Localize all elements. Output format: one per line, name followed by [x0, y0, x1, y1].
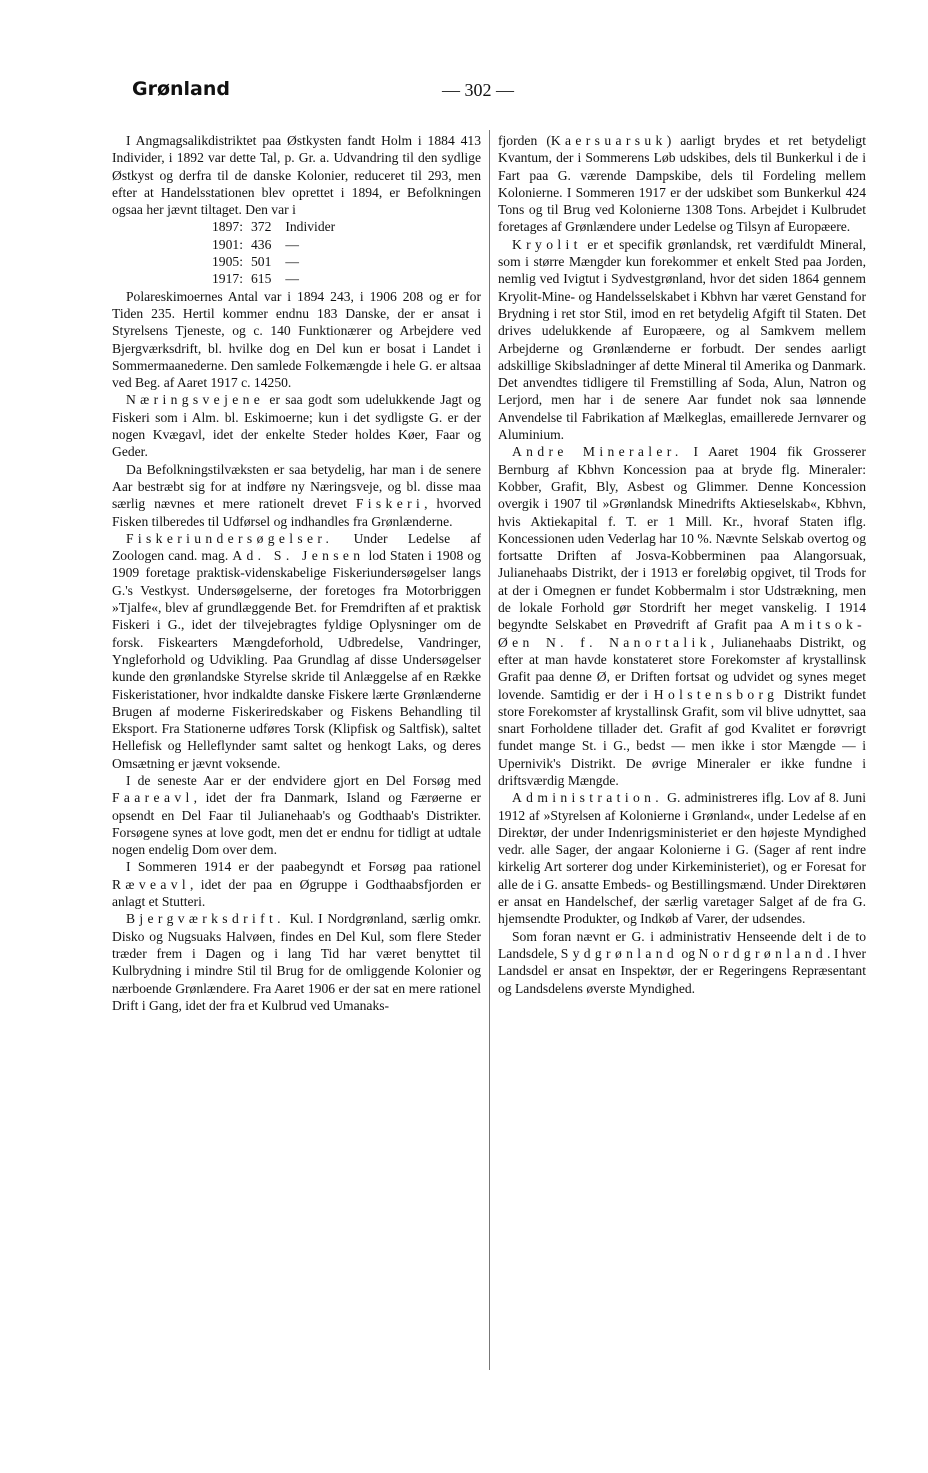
paragraph-text: I Sommeren 1914 er der paabegyndt et Forsøg paa rationel [126, 859, 481, 875]
column-divider [489, 130, 490, 1370]
paragraph-text: , idet der paa en Øgruppe i Godthaabsfjorden er anlagt et Stutteri. [112, 876, 481, 910]
paragraph-angmagsalik: I Angmagsalikdistriktet paa Østkysten fandt Holm i 1884 413 Individer, i 1892 var dette Tal, p. Gr. a. Udvandring til den sydlige Østkyst og derfra til de danske Kolonier, reduceret til 293, men efter at Handelsstationen blev oprettet i 1894, er Befolkningen ogsaa her jævnt tiltaget. Den var i [112, 133, 481, 218]
spaced-term: Faareavl [112, 790, 194, 806]
paragraph-mining-coal [112, 910, 481, 1014]
spaced-term: Amitsok-Øen N. f. Nanortalik [498, 617, 866, 650]
paragraph-text: I Aaret 1904 fik Grosserer Bernburg af Kbhvn Koncession paa at bryde flg. Mineraler: Kobber, Grafit, Bly, Asbest og Glimmer. Denne Koncession overgik i 1907 til »Grønlandsk Minedrifts Aktieselskab«, Kbhvn, hvis Aktiekapital f. T. er 1 Mill. Kr., hvoraf Staten iflg. Koncessionen uden Vederlag har 10 %. Nævnte Selskab overtog og fortsatte Driften af Josva-Kobberminen paa Alangorsuak, Julianehaabs Distrikt, der i 1913 er foreløbig opgivet, til Trods for at der i Omegnen er fundet Kobbermalm i stor Udstrækning, men de lokale Forhold gør Stordrift her meget vanskelig. I 1914 begyndte Selskabet en Prøvedrift af Grafit paa [498, 444, 866, 633]
right-column [498, 132, 866, 997]
population-row [212, 218, 340, 235]
population-unit: — [285, 236, 299, 252]
paragraph-fox-breeding [112, 858, 481, 910]
population-row [212, 236, 340, 253]
population-value: 436 [250, 236, 272, 252]
paragraph-text: I de seneste Aar er der endvidere gjort en Del Forsøg med [126, 772, 481, 788]
population-value: 372 [250, 219, 272, 235]
paragraph-text: er saa godt som udelukkende Jagt og Fiskeri som i Alm. bl. Eskimoerne; kun i det sydligste G. er der nogen Kvægavl, idet der enkelte Steder holdes Køer, Faar og Geder. [112, 392, 481, 460]
spaced-term: Kaersuarsuk [550, 133, 667, 148]
spaced-term: Nordgrønland [698, 945, 828, 961]
left-column [112, 132, 481, 1014]
spaced-term: Fiskeri [355, 496, 425, 512]
paragraph-text: ) aarligt brydes et ret betydeligt Kvantum, der i Sommerens Løb udskibes, dels til Bunkerkul i de i Fart paa G. værende Dampskibe, dels til Fordeling mellem Kolonierne. I Sommeren 1917 er der udskibet som Bunkerkul 424 Tons og til Brug ved Kolonierne 1308 Tons. Arbejdet i Kulbrudet foretages af Grønlændere under Ledelse og Tilsyn af Europæere. [498, 133, 866, 235]
paragraph-text: Da Befolkningstilvæksten er saa betydelig, har man i de senere Aar bestræbt sig for at indføre ny Næringsveje, og bl. disse maa særlig nævnes et mere rationelt drevet [112, 461, 481, 512]
paragraph-coal-continued [498, 132, 866, 236]
page-header [132, 76, 852, 110]
paragraph-new-livelihoods [112, 461, 481, 530]
paragraph-text: Under Ledelse af Zoologen cand. mag. [112, 530, 481, 564]
page-number: — 302 — [442, 80, 514, 100]
paragraph-text: fjorden ( [498, 133, 551, 148]
population-row [212, 253, 340, 270]
population-table [212, 218, 340, 287]
paragraph-text: er et specifik grønlandsk, ret værdifuldt Mineral, som i større Mængder kun forekommer et enkelt Sted paa Jorden, nemlig ved Ivigtut i Sydvestgrønland, hvor det siden 1864 gennem Kryolit-Mine- og Handelsselskabet i Kbhvn har været Genstand for Brydning i ret stor Stil, imod en ret betydelig Afgift til Staten. Det drives udelukkende af Europæere, og al Samkvem mellem Arbejderne og Grønlænderne er forbudt. Der sendes aarligt adskillige Skibsladninger af dette Mineral til Amerika og Danmark. Det anvendtes tidligere til Fremstilling af Soda, Alun, Natron og Lerjord, men har i de senere Aar fundet nok saa lønnende Anvendelse til Fabrikation af Mælkeglas, emaillerede Jernvarer og Aluminium. [498, 236, 866, 443]
paragraph-text: I Nordgrønland, særlig omkr. Disko og Nugsuaks Halvøen, findes en Del Kul, som flere Steder træder frem i Dagen og i lang Tid har været benyttet til Kulbrydning i mindre Stil til Brug for de omliggende Kolonier og nærboende Grønlændere. Fra Aaret 1906 er der sat en mere rationel Drift i Gang, idet der fra et Kulbrud ved Umanaks- [112, 911, 481, 1013]
population-year: 1905: [212, 254, 243, 270]
population-year: 1917: [212, 271, 243, 287]
paragraph-text: lod Staten i 1908 og 1909 foretage praktisk-videnskabelige Fiskeriundersøgelser langs G.'s Vestkyst. Undersøgelserne, der foretoges fra Motorbriggen »Tjalfe«, blev af grundlæggende Bet. for Fremdriften af et praktisk Fiskeri i G., idet der tilvejebragtes fyldige Oplysninger om de forsk. Fiskearters Mængdeforhold, Udbredelse, Vandringer, Yngleforhold og Udvikling. Paa Grundlag af disse Undersøgelser kunde den grønlandske Styrelse skride til Anlæggelse af en Række Fiskeristationer, hvor indkaldte danske Fiskere lærte Grønlænderne Brugen af moderne Fiskeriredskaber og Fiskens Behandling til Eksport. Fra Stationerne udføres Torsk (Klipfisk og Saltfisk), saltet Hellefisk og Helleflynder samt saltet og henkogt Laks, og deres Omsætning er jævnt voksende. [112, 548, 481, 771]
population-unit: — [285, 254, 299, 270]
population-value: 501 [250, 254, 272, 270]
spaced-heading: Administration. [512, 790, 663, 806]
population-year: 1897: [212, 219, 243, 235]
population-row [212, 270, 340, 287]
spaced-term: Ad. S. Jensen [232, 548, 365, 564]
population-unit: Individer [285, 219, 336, 235]
spaced-heading: Andre Mineraler. [512, 444, 683, 460]
paragraph-text: . I hver Landsdel er ansat en Inspektør, der er Regeringens Repræsentant og Landsdelens øverste Myndighed. [498, 945, 866, 996]
paragraph-regions [498, 928, 866, 997]
paragraph-text: Distrikt fundet store Forekomster af krystallinsk Grafit, som vil blive udnyttet, saa snart Forholdene tillader det. Grafit af god Kvalitet er forøvrigt fundet mange St. i G., bedst — men ikke i stor Mængde — i Upernivik's Distrikt. De øvrige Mineraler er ikke fundne i driftsværdig Mængde. [498, 686, 866, 788]
spaced-term: Sydgrønland [560, 945, 679, 961]
paragraph-polar-eskimos: Polareskimoernes Antal var i 1894 243, i 1906 208 og er for Tiden 235. Hertil kommer endnu 183 Danske, der er ansat i Styrelsens Tjeneste, og c. 140 Funktionærer og Arbejdere ved Bjergværksdrift, bl. hvilke dog en Del kun er bosat i Landet i Sommermaanederne. Den samlede Folkemængde i hele G. er altsaa ved Beg. af Aaret 1917 c. 14250. [112, 288, 481, 391]
paragraph-fishery-surveys [112, 530, 481, 772]
spaced-term: Holstensborg [653, 686, 779, 702]
paragraph-text: og [678, 945, 699, 961]
paragraph-administration [498, 789, 866, 927]
paragraph-text: , hvorved Fisken tilberedes til Udførsel og indhandles fra Grønlænderne. [112, 496, 481, 529]
population-unit: — [285, 271, 299, 287]
paragraph-text: Som foran nævnt er G. i administrativ Henseende delt i de to Landsdele, [498, 928, 866, 961]
population-value: 615 [250, 271, 272, 287]
paragraph-text: , Julianehaabs Distrikt, og efter at man havde konstateret store Forekomster af krystallinsk Grafit paa denne Ø, er Driften fortsat og udvidet og synes meget lovende. Samtidig er der i [498, 634, 866, 702]
population-year: 1901: [212, 236, 243, 252]
spaced-term: Ræveavl [112, 876, 191, 892]
paragraph-text: G. administreres iflg. Lov af 8. Juni 1912 af »Styrelsen af Kolonierne i Grønland«, under Ledelse af en Direktør, der under Indenrigsministeriet er den højeste Myndighed vedr. alle Sager, der angaar Kolonierne i G. (Sager af rent indre kirkelig Art sorterer dog under Kirkeministeriet), og er Foresat for alle de i G. ansatte Embeds- og Bestillingsmænd. Under Direktøren er ansat en Handelschef, der særlig varetager Salget af de fra G. hjemsendte Produkter, og Indkøb af Varer, der udsendes. [498, 790, 866, 927]
paragraph-text: , idet der fra Danmark, Island og Færøerne er opsendt en Del Faar til Julianehaab's og Godthaab's Distrikter. Forsøgene synes at love godt, men det er endnu for tidligt at udtale nogen endelig Dom over dem. [112, 790, 481, 858]
running-title: Grønland [132, 78, 231, 100]
paragraph-livelihoods [112, 391, 481, 460]
paragraph-sheep-breeding [112, 772, 481, 858]
paragraph-cryolite [498, 236, 866, 444]
spaced-heading: Bjergværksdrift. [126, 911, 285, 927]
spaced-heading: Næringsvejene [126, 392, 265, 408]
spaced-subheading: Kul. [289, 911, 314, 927]
spaced-heading: Fiskeriundersøgelser. [126, 530, 334, 546]
spaced-heading: Kryolit [512, 236, 582, 252]
paragraph-other-minerals [498, 443, 866, 789]
